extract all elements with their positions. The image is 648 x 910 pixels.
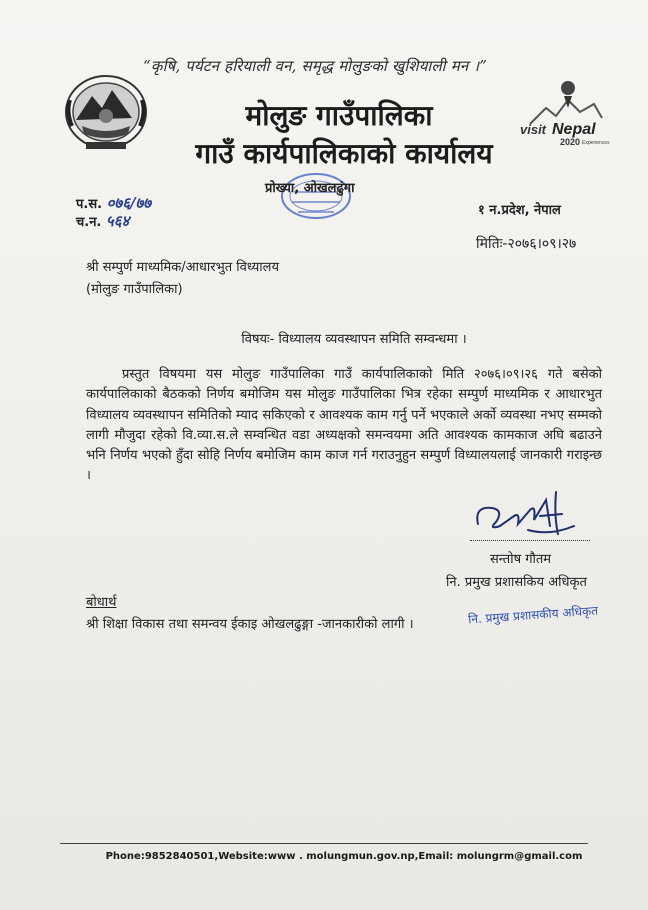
- svg-text:Nepal: Nepal: [552, 121, 596, 138]
- ps-label: प.स.: [76, 197, 103, 212]
- letter-subject: विषयः- विध्यालय व्यवस्थापन समिति सम्वन्धमा ।: [241, 332, 467, 347]
- dispatch-number: [76, 211, 129, 231]
- province: १ न.प्रदेश, नेपाल: [478, 203, 561, 218]
- signatory-name: सन्तोष गौतम: [490, 552, 552, 567]
- reference-number: [76, 193, 151, 213]
- recipient-line-2: (मोलुङ गाउँपालिका): [86, 282, 183, 297]
- letter-date: मितिः-२०७६।०९।२७: [476, 236, 577, 252]
- cn-label: च.न.: [76, 215, 102, 230]
- recipient-line-1: श्री सम्पुर्ण माध्यमिक/आधारभुत विध्यालय: [86, 260, 280, 275]
- office-seal-stamp-icon: [272, 168, 360, 224]
- office-name: गाउँ कार्यपालिकाको कार्यालय: [195, 137, 493, 170]
- slogan: “कृषि, पर्यटन हरियाली वन, समृद्ध मोलुङको खुशियाली मन ।”: [143, 57, 488, 75]
- ps-value: ०७६/७७: [106, 194, 152, 212]
- org-name: मोलुङ गाउँपालिका: [245, 99, 433, 132]
- office-address: प्रोख्या, ओखलढुंगा: [265, 181, 355, 196]
- footer-divider: [60, 843, 588, 844]
- letter-body: प्रस्तुत विषयमा यस मोलुङ गाउँपालिका गाउँ कार्यपालिकाको मिति २०७६।०९।२६ गते बसेको कार्यपालिकाको बैठकको निर्णय बमोजिम यस मोलुङ गाउँपालिका भित्र रहेका सम्पुर्ण माध्यमिक र आधारभुत विध्यालय व्यवस्थापन समितिको म्याद सकिएको र आवश्यक काम गर्नु पर्ने भएकाले अर्को व्यवस्था नभए सम्मको लागी मौजुदा रहेको वि.व्या.स.ले सम्वन्धित वडा अध्यक्षको समन्वयमा अति आवश्यक कामकाज अघि बढाउने भनि निर्णय भएको हुँदा सोहि निर्णय बमोजिम काम काज गर्न गराउनुहुन सम्पुर्ण विध्यालयलाई जानकारी गराइन्छ ।: [86, 367, 602, 484]
- cc-heading: बोधार्थ: [86, 595, 117, 610]
- cc-line: श्री शिक्षा विकास तथा समन्वय ईकाइ ओखलढुङ्गा -जानकारीको लागी ।: [86, 617, 414, 632]
- footer-contact: Phone:9852840501,Website:www . molungmun.gov.np,Email: molungrm@gmail.com: [105, 851, 583, 862]
- signature-line: [470, 540, 590, 541]
- svg-text:visit: visit: [520, 122, 547, 137]
- designation-stamp: नि. प्रमुख प्रशासकीय अधिकृत: [467, 603, 599, 627]
- svg-text:2020: 2020: [560, 137, 581, 147]
- svg-text:Experiences: Experiences: [582, 140, 610, 146]
- cn-value: ५६४: [105, 212, 130, 230]
- signature-icon: [470, 486, 582, 542]
- signatory-title: नि. प्रमुख प्रशासकिय अधिकृत: [446, 575, 587, 590]
